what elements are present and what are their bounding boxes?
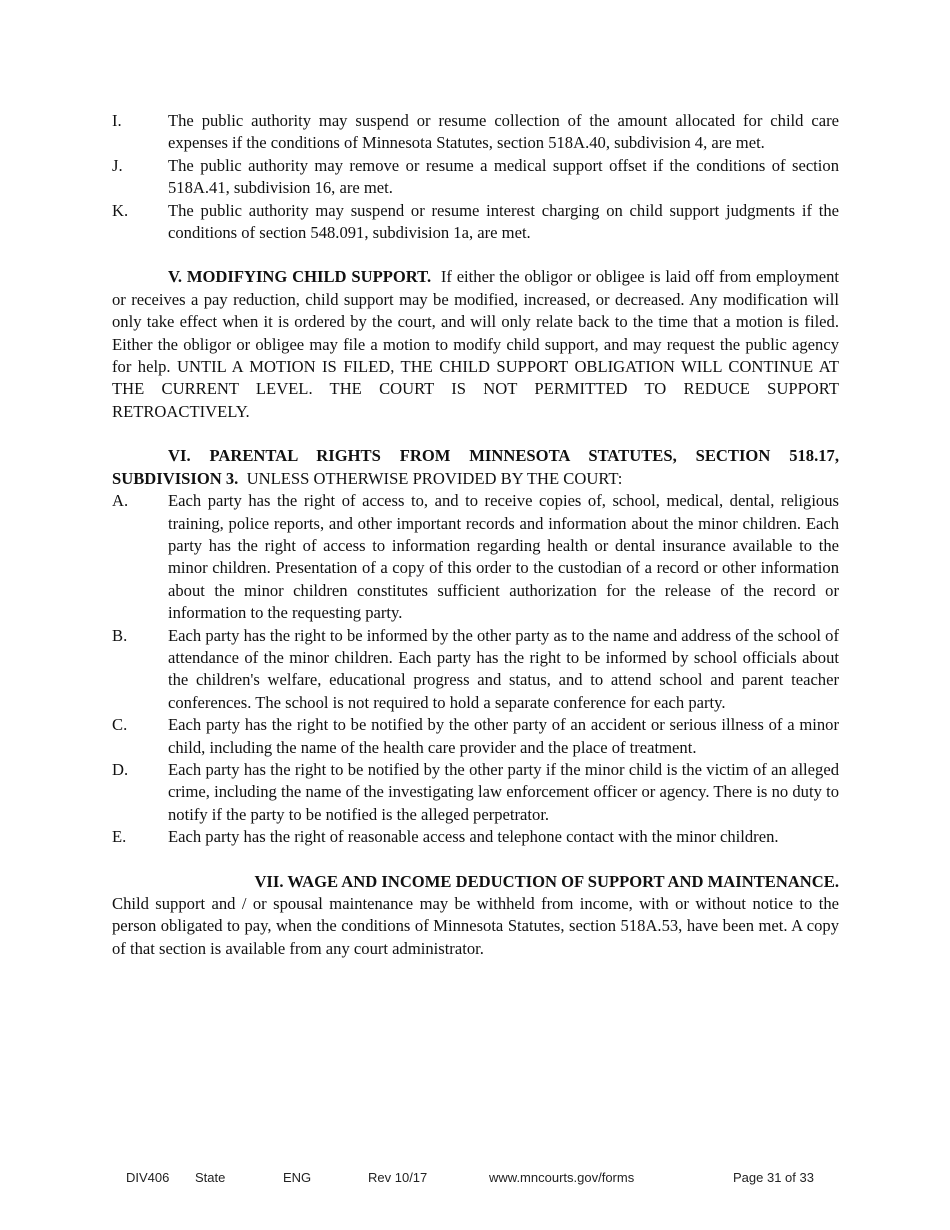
list-item xyxy=(112,714,839,759)
item-label: K. xyxy=(112,200,129,220)
footer-form-id: DIV406 xyxy=(126,1170,170,1185)
section-v xyxy=(112,266,839,423)
list-item xyxy=(112,155,839,200)
list-item xyxy=(112,759,839,826)
list-item xyxy=(112,110,839,155)
list-item xyxy=(112,200,839,245)
footer-jurisdiction: State xyxy=(195,1170,226,1185)
section-vii-body: Child support and / or spousal maintenance may be withheld from income, with or without notice to the person obligated to pay, when the conditions of Minnesota Statutes, section 518A.53, have been met. A copy of that section is available from any court administrator. xyxy=(112,894,839,958)
page-footer xyxy=(0,1167,950,1187)
item-label: E. xyxy=(112,827,127,847)
list-item xyxy=(112,625,839,715)
section-v-body: If either the obligor or obligee is laid off from employment or receives a pay reduction, child support may be modified, increased, or decreased. Any modification will only take effect when it is ordered by the court, and will only relate back to the time that a motion is filed. Either the obligor or obligee may file a motion to modify child support, and may request the public agency for help. UNTIL A MOTION IS FILED, THE CHILD SUPPORT OBLIGATION WILL CONTINUE AT THE CURRENT LEVEL. THE COURT IS NOT PERMITTED TO REDUCE SUPPORT RETROACTIVELY. xyxy=(112,267,840,421)
footer-page-number: Page 31 of 33 xyxy=(733,1170,814,1185)
item-text: The public authority may suspend or resume collection of the amount allocated for child care expenses if the conditions of Minnesota Statutes, section 518A.40, subdivision 4, are met. xyxy=(168,111,839,153)
item-label: D. xyxy=(112,759,129,779)
section-vi-intro: UNLESS OTHERWISE PROVIDED BY THE COURT: xyxy=(246,468,623,488)
list-item xyxy=(112,826,839,848)
item-label: B. xyxy=(112,625,128,645)
item-text: Each party has the right to be informed by the other party as to the name and address of the school of attendance of the minor children. Each party has the right to be informed by school officials about the children's welfare, educational progress and status, and to attend school and parent teacher conferences. The school is not required to hold a separate conference for each party. xyxy=(168,625,839,712)
item-text: Each party has the right of access to, and to receive copies of, school, medical, dental, religious training, police reports, and other important records and information about the minor children. Each party has the right of access to information regarding health or dental insurance available to the minor children. Presentation of a copy of this order to the custodian of a record or other information about the minor children constitutes sufficient authorization for the release of the record or information to the requesting party. xyxy=(168,491,839,623)
list-item xyxy=(112,490,839,624)
item-label: C. xyxy=(112,715,128,735)
footer-revision: Rev 10/17 xyxy=(368,1170,428,1185)
item-text: Each party has the right of reasonable access and telephone contact with the minor children. xyxy=(168,827,779,847)
item-text: Each party has the right to be notified by the other party of an accident or serious illness of a minor child, including the name of the health care provider and the place of treatment. xyxy=(168,715,839,757)
item-text: The public authority may suspend or resume interest charging on child support judgments if the conditions of section 548.091, subdivision 1a, are met. xyxy=(168,200,839,243)
section-vi xyxy=(112,445,839,490)
item-text: The public authority may remove or resume a medical support offset if the conditions of section 518A.41, subdivision 16, are met. xyxy=(168,155,839,198)
item-label: I. xyxy=(112,111,122,130)
footer-url: www.mncourts.gov/forms xyxy=(489,1170,635,1185)
footer-language: ENG xyxy=(283,1170,312,1185)
item-text: Each party has the right to be notified by the other party if the minor child is the victim of an alleged crime, including the name of the investigating law enforcement officer or agency. There is no duty to notify if the party to be notified is the alleged perpetrator. xyxy=(168,759,839,824)
item-label: J. xyxy=(112,155,123,175)
section-vi-heading: VI. PARENTAL RIGHTS FROM MINNESOTA STATUTES, SECTION 518.17, SUBDIVISION 3. xyxy=(112,446,839,488)
item-label: A. xyxy=(112,491,129,511)
section-v-heading: V. MODIFYING CHILD SUPPORT. xyxy=(168,267,432,287)
page-content xyxy=(112,110,839,960)
section-vii xyxy=(112,871,839,961)
section-vii-heading: VII. WAGE AND INCOME DEDUCTION OF SUPPORT AND MAINTENANCE. xyxy=(254,871,839,891)
